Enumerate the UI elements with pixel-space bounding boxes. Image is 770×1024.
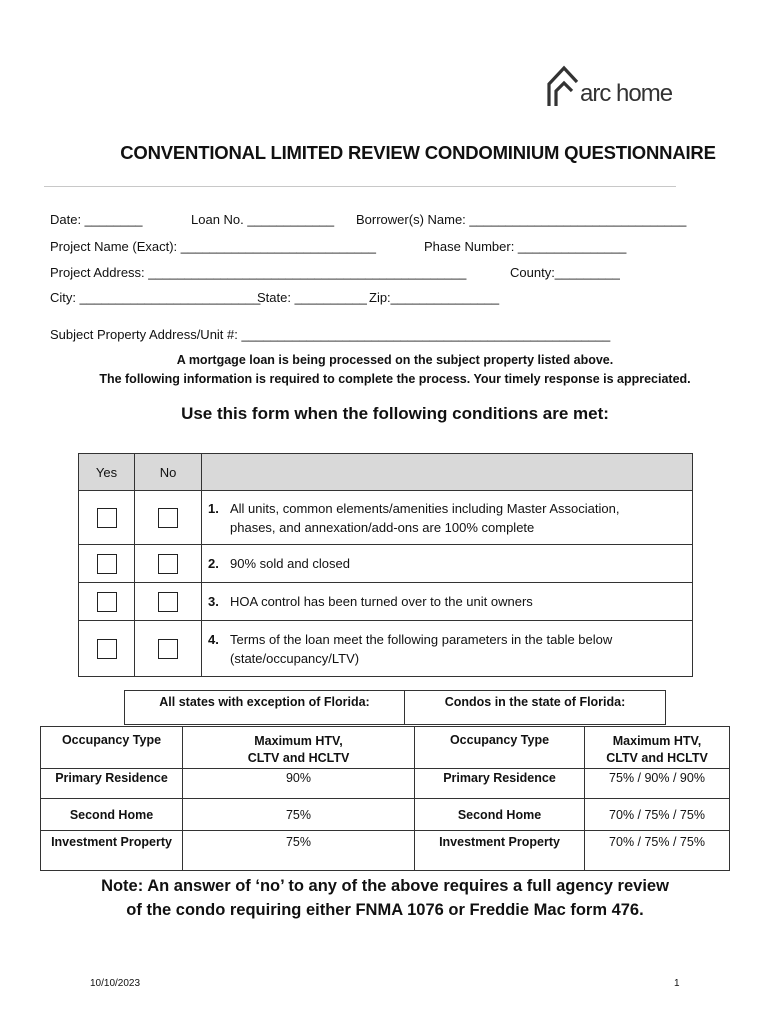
- condition-text: 4. Terms of the loan meet the following parameters in the table below (state/occupancy/LTV): [202, 621, 693, 677]
- state-header-table: [124, 690, 666, 725]
- ltv-row: [41, 799, 730, 831]
- fl-occupancy-type: Primary Residence: [415, 769, 585, 799]
- no-checkbox[interactable]: [158, 639, 178, 659]
- project-name-field[interactable]: Project Name (Exact): ___________________________: [50, 239, 376, 254]
- notice-line-1: A mortgage loan is being processed on the subject property listed above.: [176, 353, 614, 367]
- max-ltv-value: 75%: [183, 799, 415, 831]
- occupancy-type: Second Home: [41, 799, 183, 831]
- florida-header: Condos in the state of Florida:: [405, 691, 666, 725]
- max-ltv-value: 90%: [183, 769, 415, 799]
- fl-occupancy-type: Investment Property: [415, 831, 585, 871]
- date-field[interactable]: Date: ________: [50, 212, 143, 227]
- no-column-header: No: [135, 454, 202, 491]
- ltv-row: [41, 831, 730, 871]
- subject-property-field[interactable]: Subject Property Address/Unit #: ___________________________________________________: [50, 327, 611, 342]
- notice-line-2: The following information is required to complete the process. Your timely response is appreciated.: [99, 372, 691, 386]
- phase-number-field[interactable]: Phase Number: _______________: [424, 239, 627, 254]
- company-logo: [546, 64, 696, 108]
- project-address-field[interactable]: Project Address: ____________________________________________: [50, 265, 467, 280]
- all-states-header: All states with exception of Florida:: [125, 691, 405, 725]
- page-number: 1: [674, 978, 680, 989]
- max-ltv-header: Maximum HTV, CLTV and HCLTV: [183, 727, 415, 769]
- conditions-heading: Use this form when the following conditions are met:: [181, 404, 609, 423]
- max-ltv-value: 75%: [183, 831, 415, 871]
- condition-row: [79, 621, 693, 677]
- zip-field[interactable]: Zip:_______________: [369, 290, 500, 305]
- yes-checkbox[interactable]: [97, 639, 117, 659]
- page-title: CONVENTIONAL LIMITED REVIEW CONDOMINIUM QUESTIONNAIRE: [120, 142, 716, 163]
- yes-checkbox[interactable]: [97, 554, 117, 574]
- no-checkbox[interactable]: [158, 508, 178, 528]
- no-checkbox[interactable]: [158, 592, 178, 612]
- condition-text: 3. HOA control has been turned over to the unit owners: [202, 583, 693, 621]
- occupancy-type-header: Occupancy Type: [41, 727, 183, 769]
- occupancy-type: Primary Residence: [41, 769, 183, 799]
- county-field[interactable]: County:_________: [510, 265, 620, 280]
- loan-number-field[interactable]: Loan No. ____________: [191, 212, 335, 227]
- ltv-row: [41, 769, 730, 799]
- no-checkbox[interactable]: [158, 554, 178, 574]
- footer-date: 10/10/2023: [90, 978, 141, 989]
- fl-max-ltv-value: 70% / 75% / 75%: [585, 831, 730, 871]
- conditions-header-row: [79, 454, 693, 491]
- yes-column-header: Yes: [79, 454, 135, 491]
- fl-max-ltv-value: 75% / 90% / 90%: [585, 769, 730, 799]
- ltv-table: [40, 726, 730, 871]
- city-field[interactable]: City: _________________________: [50, 290, 261, 305]
- yes-checkbox[interactable]: [97, 508, 117, 528]
- arc-home-house-icon: [546, 64, 582, 108]
- condition-text: 2. 90% sold and closed: [202, 545, 693, 583]
- condition-row: [79, 545, 693, 583]
- yes-checkbox[interactable]: [97, 592, 117, 612]
- fl-occupancy-type: Second Home: [415, 799, 585, 831]
- occupancy-type: Investment Property: [41, 831, 183, 871]
- condition-text: 1. All units, common elements/amenities including Master Association, phases, and annexation/add-ons are 100% complete: [202, 491, 693, 545]
- fl-occupancy-type-header: Occupancy Type: [415, 727, 585, 769]
- state-field[interactable]: State: __________: [257, 290, 367, 305]
- condition-row: [79, 491, 693, 545]
- condition-column-header: [202, 454, 693, 491]
- conditions-table: [78, 453, 693, 677]
- logo-text: arc home: [580, 80, 673, 107]
- fl-max-ltv-value: 70% / 75% / 75%: [585, 799, 730, 831]
- condition-row: [79, 583, 693, 621]
- borrower-name-field[interactable]: Borrower(s) Name: ______________________________: [356, 212, 687, 227]
- ltv-header-row: [41, 727, 730, 769]
- fl-max-ltv-header: Maximum HTV, CLTV and HCLTV: [585, 727, 730, 769]
- title-divider: [44, 186, 676, 187]
- agency-review-note: Note: An answer of ‘no’ to any of the above requires a full agency review of the condo requiring either FNMA 1076 or Freddie Mac form 476.: [101, 877, 669, 919]
